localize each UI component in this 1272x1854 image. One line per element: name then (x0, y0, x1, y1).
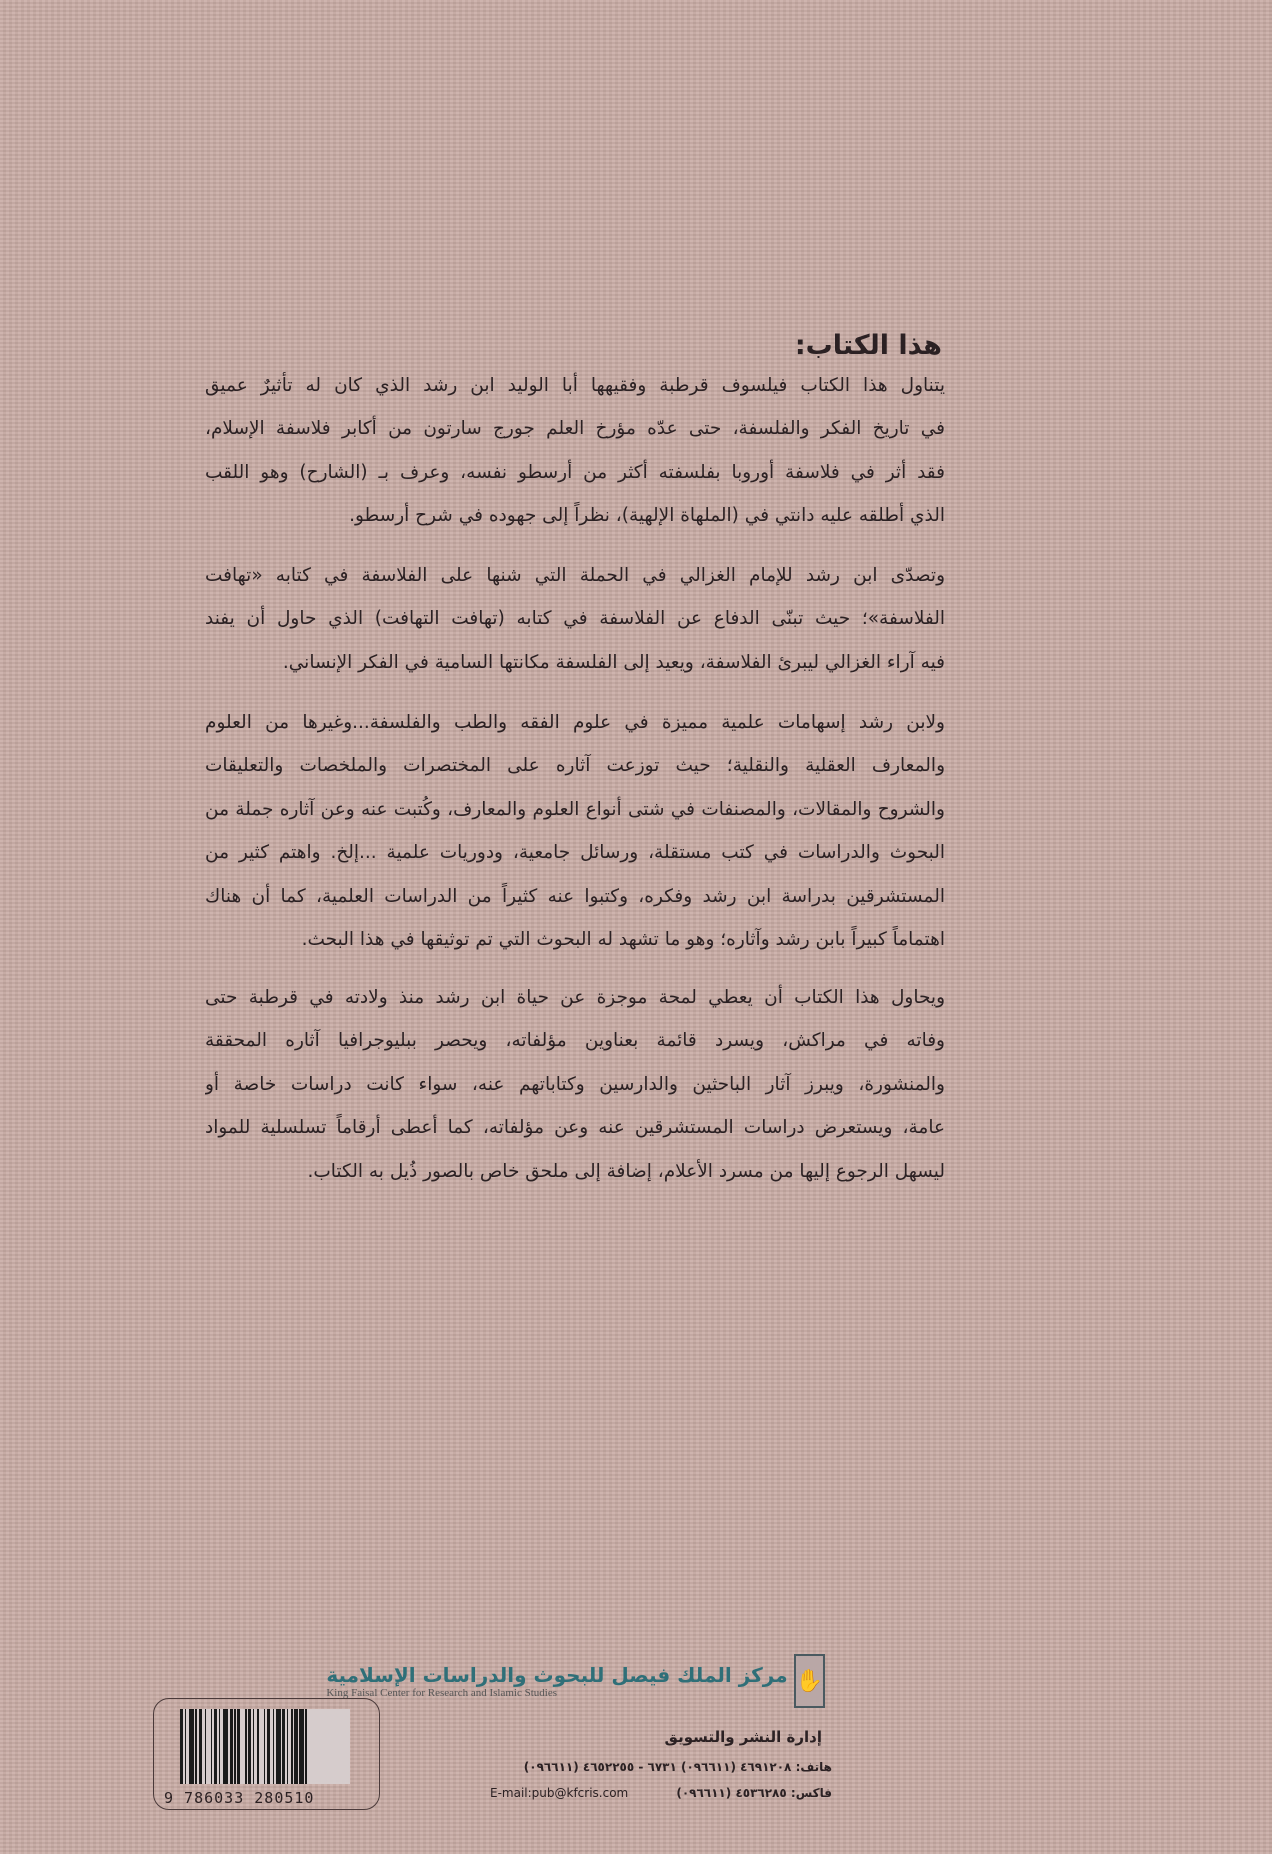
text-line: والمنشورة، ويبرز آثار الباحثين والدارسين وكتاباتهم عنه، سواء كانت دراسات خاصة أو (205, 1073, 945, 1095)
department: إدارة النشر والتسويق (664, 1728, 822, 1746)
paragraph-4 (205, 976, 945, 1193)
publisher-name-ar: مركز الملك فيصل للبحوث والدراسات الإسلامية (326, 1663, 788, 1687)
barcode-bars (180, 1709, 350, 1784)
text-line: الفلاسفة»؛ حيث تبنّى الدفاع عن الفلاسفة في كتابه (تهافت التهافت) الذي حاول أن يفند (205, 608, 945, 630)
text-line: والشروح والمقالات، والمصنفات في شتى أنواع العلوم والمعارف، وكُتبت عنه وعن آثاره جملة من (205, 798, 945, 820)
paragraph-2 (205, 554, 945, 684)
text-line: ويحاول هذا الكتاب أن يعطي لمحة موجزة عن حياة ابن رشد منذ ولادته في قرطبة حتى (205, 987, 945, 1008)
barcode-bar (307, 1709, 310, 1784)
fax: فاكس: ٤٥٣٦٢٨٥ (٠٩٦٦١١) (676, 1786, 832, 1800)
text-line: فيه آراء الغزالي ليبرئ الفلاسفة، ويعيد إلى الفلسفة مكانتها السامية في الفكر الإنساني. (282, 651, 945, 673)
section-heading: هذا الكتاب: (794, 330, 942, 361)
text-line: البحوث والدراسات في كتب مستقلة، ورسائل جامعية، ودوريات علمية ...إلخ. واهتم كثير من (205, 842, 945, 864)
emblem-icon: ✋ (794, 1654, 825, 1708)
text-line: وفاته في مراكش، ويسرد قائمة بعناوين مؤلفاته، ويحصر ببليوجرافيا آثاره المحققة (205, 1030, 945, 1052)
text-line: وتصدّى ابن رشد للإمام الغزالي في الحملة التي شنها على الفلاسفة في كتابه «تهافت (205, 565, 945, 586)
publisher-logo (326, 1652, 825, 1710)
email: E-mail:pub@kfcris.com (490, 1786, 629, 1800)
text-line: المستشرقين بدراسة ابن رشد وفكره، وكتبوا عنه كثيراً من الدراسات العلمية، كما أن هناك (205, 885, 945, 907)
text-line: ليسهل الرجوع إليها من مسرد الأعلام، إضافة إلى ملحق خاص بالصور ذُيل به الكتاب. (307, 1160, 945, 1182)
text-line: فقد أثر في فلاسفة أوروبا بفلسفته أكثر من أرسطو نفسه، وعرف بـ (الشارح) وهو اللقب (205, 461, 945, 483)
text-line: في تاريخ الفكر والفلسفة، حتى عدّه مؤرخ العلم جورج سارتون من أكابر فلاسفة الإسلام، (205, 418, 945, 440)
phone: هاتف: ٤٦٩١٢٠٨ (٠٩٦٦١١) ٦٧٣١ - ٤٦٥٢٢٥٥ (٠٩٦٦١١) (523, 1760, 832, 1774)
text-line: الذي أطلقه عليه دانتي في (الملهاة الإلهية)، نظراً إلى جهوده في شرح أرسطو. (349, 505, 945, 527)
paragraph-3 (205, 701, 945, 961)
text-line: يتناول هذا الكتاب فيلسوف قرطبة وفقيهها أبا الوليد ابن رشد الذي كان له تأثيرٌ عميق (205, 375, 945, 396)
text-line: والمعارف العقلية والنقلية؛ حيث توزعت آثاره على المختصرات والملخصات والتعليقات (205, 755, 945, 777)
text-line: عامة، ويستعرض دراسات المستشرقين عنه وعن مؤلفاته، كما أعطى أرقاماً تسلسلية للمواد (205, 1117, 945, 1139)
text-line: ولابن رشد إسهامات علمية مميزة في علوم الفقه والطب والفلسفة...وغيرها من العلوم (205, 712, 945, 733)
barcode (153, 1698, 380, 1810)
publisher-name-en: King Faisal Center for Research and Islamic Studies (326, 1687, 557, 1699)
text-line: اهتماماً كبيراً بابن رشد وآثاره؛ وهو ما تشهد له البحوث التي تم توثيقها في هذا البحث. (301, 928, 945, 950)
paragraph-1 (205, 364, 945, 538)
isbn: 9 786033 280510 (164, 1789, 315, 1807)
